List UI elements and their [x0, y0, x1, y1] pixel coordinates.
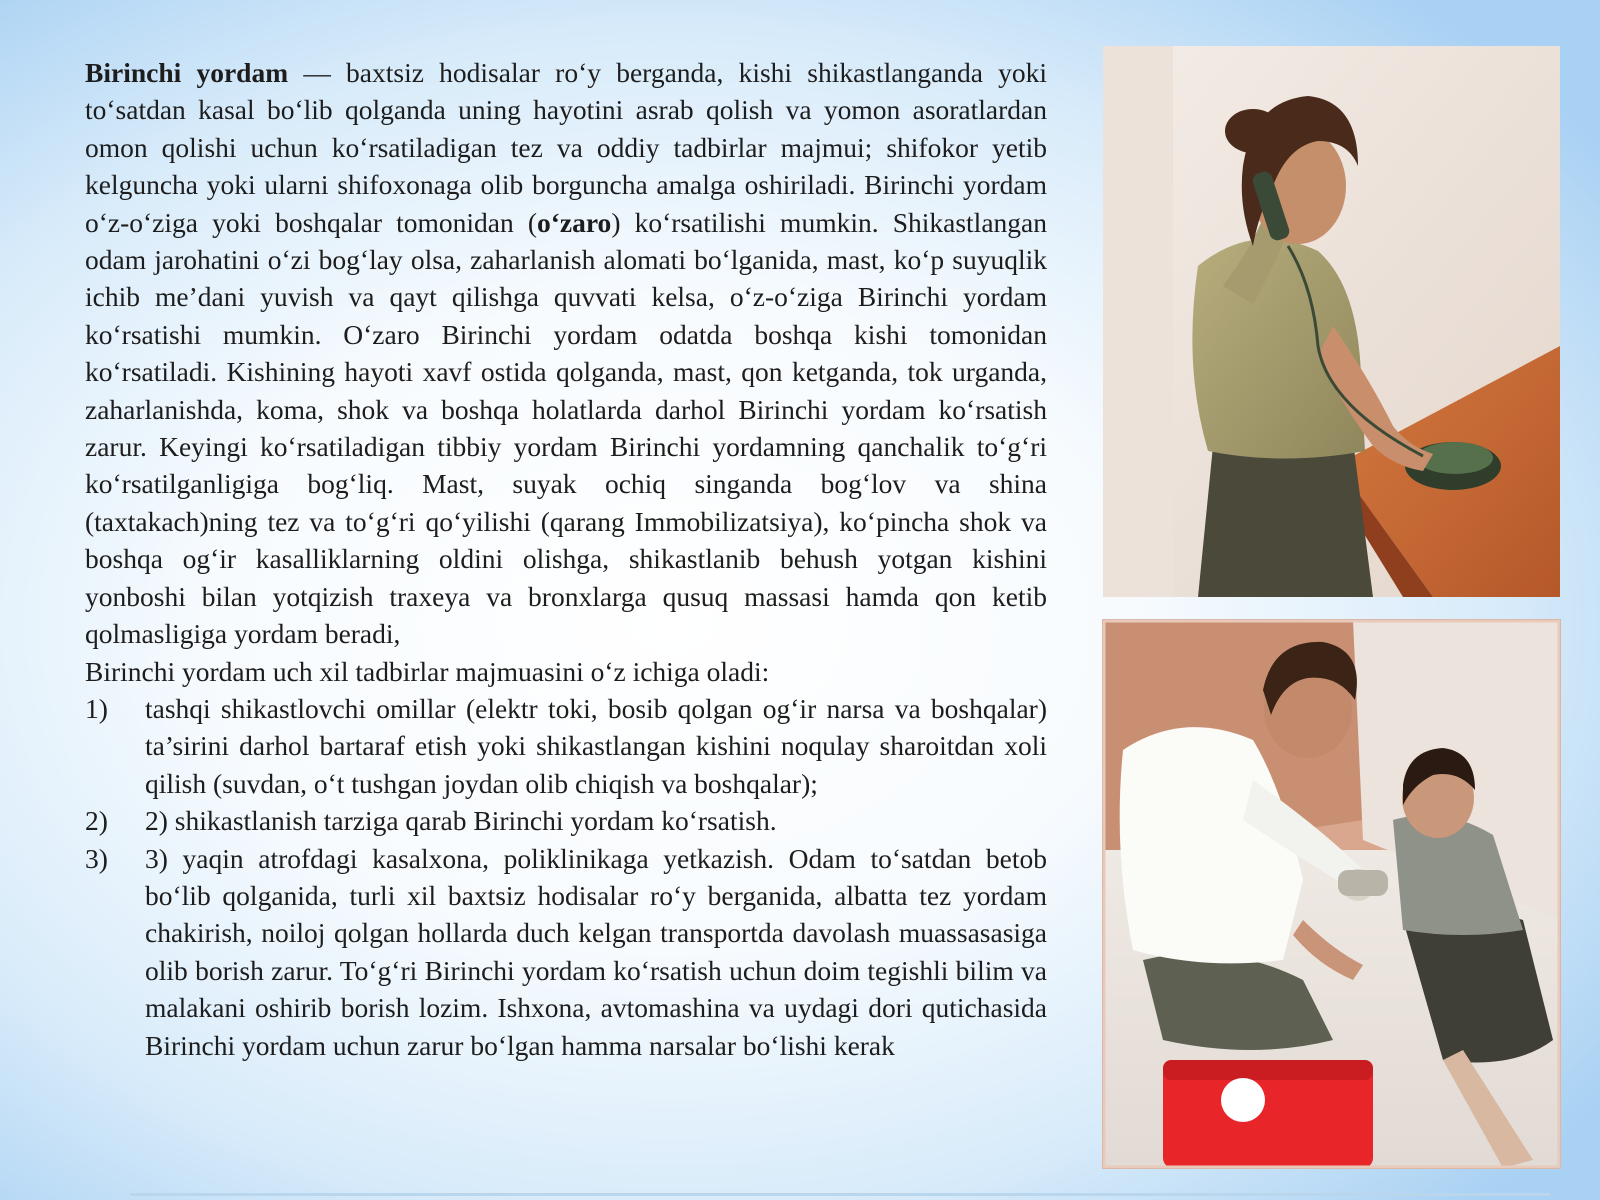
term-first-aid: Birinchi yordam — [85, 57, 289, 88]
list-item-text: tashqi shikastlovchi omillar (elektr toki, bosib qolgan og‘ir narsa va boshqalar) ta’sirini darhol bartaraf etish yoki shikastlangan kishini noqulay sharoitdan xoli qilish (suvdan, o‘t tushgan joydan olib chiqish va boshqalar); — [145, 692, 1047, 799]
phone-call-illustration — [1103, 46, 1560, 597]
list-item-text: 2) shikastlanish tarziga qarab Birinchi yordam ko‘rsatish. — [145, 805, 777, 837]
list-item — [85, 690, 1047, 802]
list-item-number: 1) — [85, 692, 108, 724]
intro-text-a: — baxtsiz hodisalar ro‘y berganda, kishi shikastlanganda yoki to‘satdan kasal bo‘lib qolganda uning hayotini asrab qolish va yomon asoratlardan omon qolishi uchun ko‘rsatiladigan tez va oddiy tadbirlar majmui; shifokor yetib kelguncha yoki ularni shifoxonaga olib borguncha amalga oshiriladi. Birinchi yordam o‘z-o‘ziga yoki boshqalar tomonidan ( — [85, 57, 1048, 238]
photo-phone-call — [1103, 46, 1560, 597]
list-item — [85, 802, 1047, 839]
divider-line — [130, 1193, 1550, 1196]
first-aid-illustration — [1103, 620, 1560, 1168]
photo-first-aid-scene — [1103, 620, 1560, 1168]
intro-text-b: ) ko‘rsatilishi mumkin. Shikastlangan odam jarohatini o‘zi bog‘lay olsa, zaharlanish alomati bo‘lganida, mast, ko‘p suyuqlik ichib me’dani yuvish va qayt qilishga quvvati kelsa, o‘z-o‘ziga Birinchi yordam ko‘rsatishi mumkin. O‘zaro Birinchi yordam odatda boshqa kishi tomonidan ko‘rsatiladi. Kishining hayoti xavf ostida qolganda, mast, qon ketganda, tok urganda, zaharlanishda, koma, shok va boshqa holatlarda darhol Birinchi yordam ko‘rsatish zarur. Keyingi ko‘rsatiladigan tibbiy yordam Birinchi yordamning qanchalik to‘g‘ri ko‘rsatilganligiga bog‘liq. Mast, suyak ochiq singanda bog‘lov va shina (taxtakach)ning tez va to‘g‘ri qo‘yilishi (qarang Immobilizatsiya), ko‘pincha shok va boshqa og‘ir kasalliklarning oldini olishga, shikastlanib behush yotgan kishini yonboshi bilan yotqizish traxeya va bronxlarga qusuq massasi hamda qon ketib qolmasligiga yordam beradi, — [85, 206, 1047, 650]
intro-paragraph — [85, 54, 1047, 653]
list-item-text: 3) yaqin atrofdagi kasalxona, poliklinikaga yetkazish. Odam to‘satdan betob bo‘lib qolganida, turli xil baxtsiz hodisalar ro‘y berganida, albatta tez yordam chakirish, noiloj qolgan hollarda duch kelgan transportda davolash muassasasiga olib borish zarur. To‘g‘ri Birinchi yordam ko‘rsatish uchun doim tegishli bilim va malakani oshirib borish lozim. Ishxona, avtomashina va uydagi dori qutichasida Birinchi yordam uchun zarur bo‘lgan hamma narsalar bo‘lishi kerak — [145, 842, 1047, 1061]
list-item-number: 3) — [85, 842, 108, 874]
measures-list — [85, 690, 1047, 1064]
list-item-number: 2) — [85, 805, 108, 837]
list-item — [85, 840, 1047, 1064]
lead-in-line: Birinchi yordam uch xil tadbirlar majmuasini o‘z ichiga oladi: — [85, 655, 770, 687]
term-mutual: o‘zaro — [536, 206, 612, 238]
article-text — [85, 54, 1047, 1064]
